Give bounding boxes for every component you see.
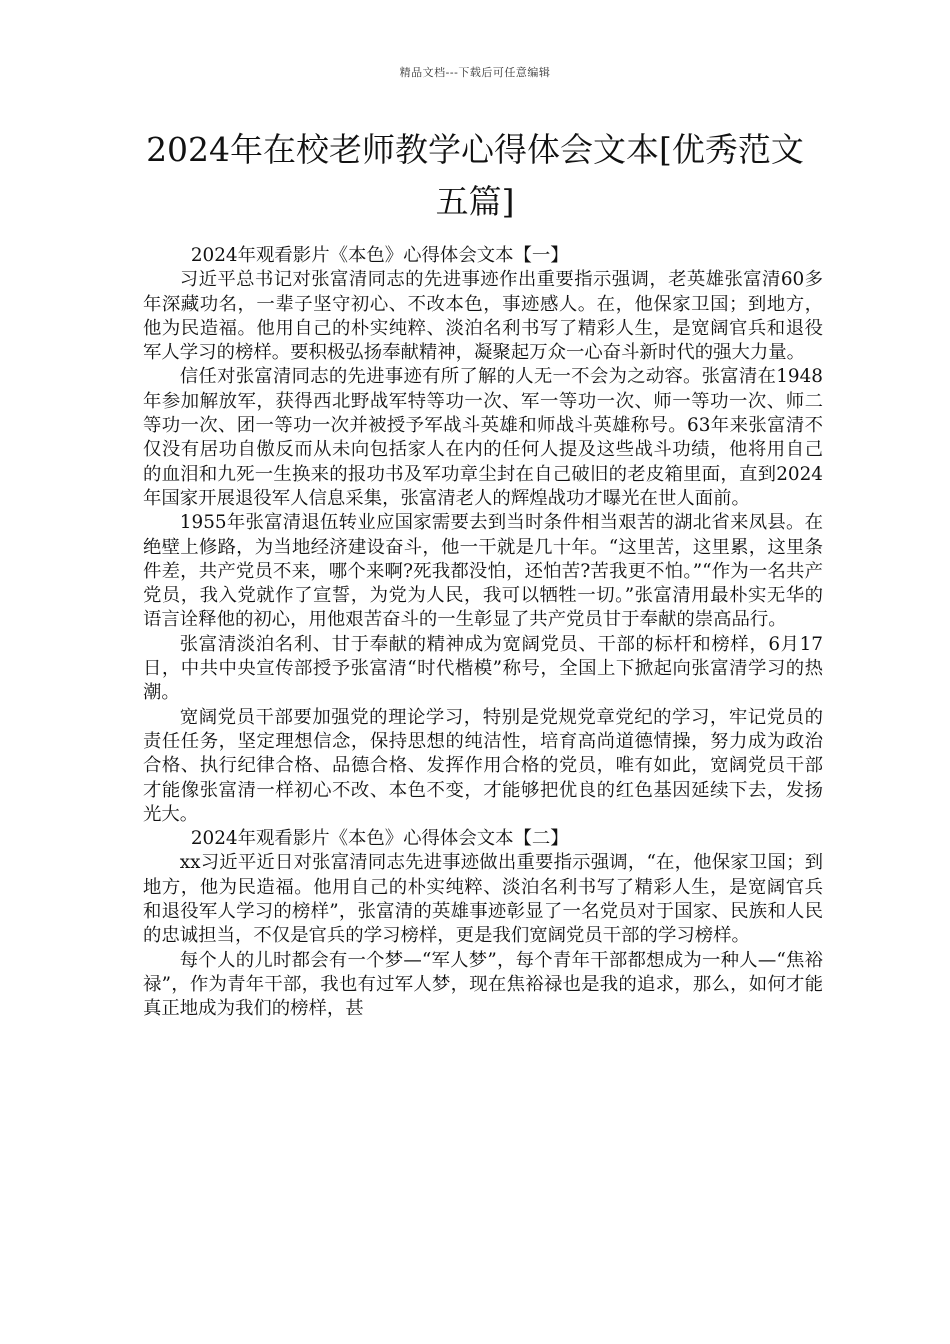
body-paragraph: 习近平总书记对张富清同志的先进事迹作出重要指示强调，老英雄张富清60多年深藏功名，一辈子坚守初心、不改本色，事迹感人。在，他保家卫国；到地方，他为民造福。他用自己的朴实纯粹、淡泊名利书写了精彩人生，是宽阔官兵和退役军人学习的榜样。要积极弘扬奉献精神，凝聚起万众一心奋斗新时代的强大力量。 [143, 269, 823, 364]
document-body [143, 244, 823, 1022]
page-header: 精品文档---下载后可任意编辑 [399, 66, 551, 79]
document-title: 2024年在校老师教学心得体会文本[优秀范文五篇] [146, 130, 804, 221]
body-paragraph: 信任对张富清同志的先进事迹有所了解的人无一不会为之动容。张富清在1948年参加解放军，获得西北野战军特等功一次、军一等功一次、师一等功一次、师二等功一次、团一等功一次并被授予军战斗英雄和师战斗英雄称号。63年来张富清不仅没有居功自傲反而从未向包括家人在内的任何人提及这些战斗功绩，他将用自己的血泪和九死一生换来的报功书及军功章尘封在自己破旧的老皮箱里面，直到2024年国家开展退役军人信息采集，张富清老人的辉煌战功才曝光在世人面前。 [143, 366, 823, 509]
section-heading: 2024年观看影片《本色》心得体会文本【一】 [190, 245, 569, 266]
body-paragraph: 每个人的儿时都会有一个梦—“军人梦”，每个青年干部都想成为一种人—“焦裕禄”，作为青年干部，我也有过军人梦，现在焦裕禄也是我的追求，那么，如何才能真正地成为我们的榜样，甚 [143, 949, 823, 1020]
body-paragraph: xx习近平近日对张富清同志先进事迹做出重要指示强调，“在，他保家卫国；到地方，他为民造福。他用自己的朴实纯粹、淡泊名利书写了精彩人生，是宽阔官兵和退役军人学习的榜样”，张富清的英雄事迹彰显了一名党员对于国家、民族和人民的忠诚担当，不仅是官兵的学习榜样，更是我们宽阔党员干部的学习榜样。 [143, 852, 823, 947]
body-paragraph: 张富清淡泊名利、甘于奉献的精神成为宽阔党员、干部的标杆和榜样，6月17日，中共中央宣传部授予张富清“时代楷模”称号，全国上下掀起向张富清学习的热潮。 [143, 633, 823, 704]
section-heading: 2024年观看影片《本色》心得体会文本【二】 [190, 828, 569, 850]
body-paragraph: 宽阔党员干部要加强党的理论学习，特别是党规党章党纪的学习，牢记党员的责任任务，坚定理想信念，保持思想的纯洁性，培育高尚道德情操，努力成为政治合格、执行纪律合格、品德合格、发挥作用合格的党员，唯有如此，宽阔党员干部才能像张富清一样初心不改、本色不变，才能够把优良的红色基因延续下去，发扬光大。 [143, 706, 823, 825]
body-paragraph: 1955年张富清退伍转业应国家需要去到当时条件相当艰苦的湖北省来凤县。在绝壁上修路，为当地经济建设奋斗，他一干就是几十年。“这里苦，这里累，这里条件差，共产党员不来，哪个来啊?死我都没怕，还怕苦?苦我更不怕。”“作为一名共产党员，我入党就作了宣誓，为党为人民，我可以牺牲一切。”张富清用最朴实无华的语言诠释他的初心，用他艰苦奋斗的一生彰显了共产党员甘于奉献的崇高品行。 [143, 512, 823, 631]
